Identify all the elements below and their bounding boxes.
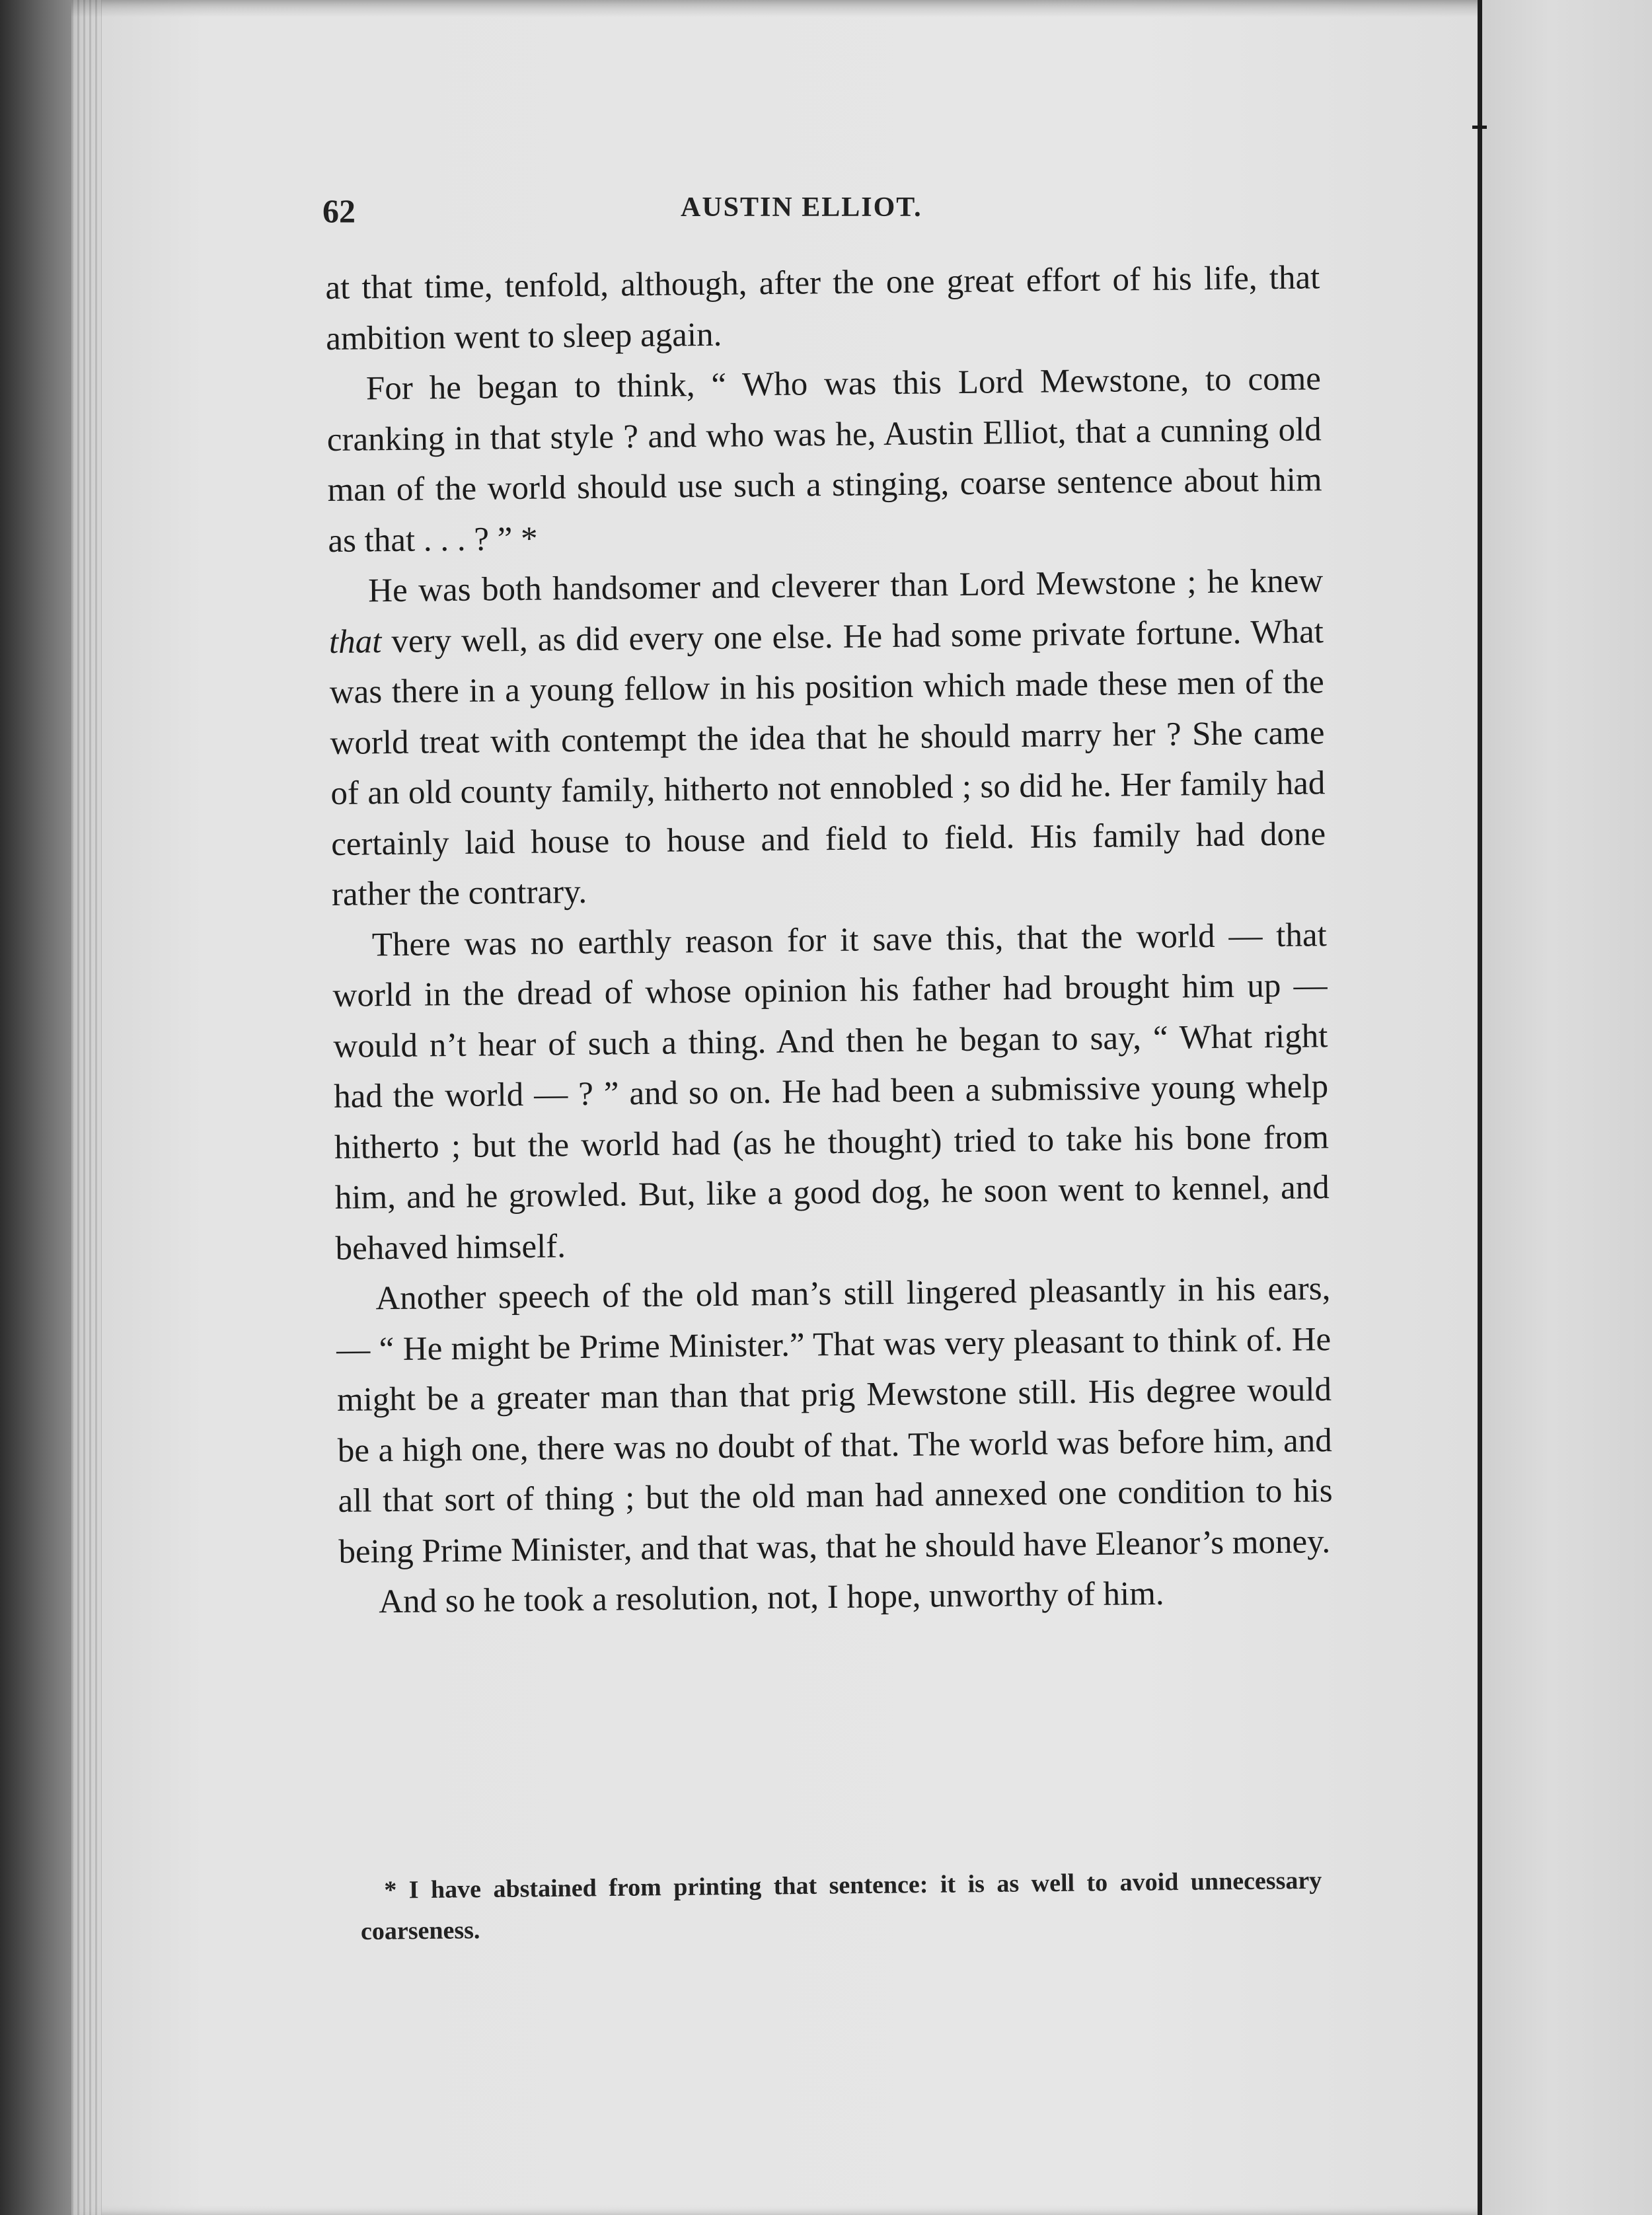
book-gutter (1478, 0, 1482, 2215)
paragraph: There was no earthly reason for it save this, that the world — that world in the dread of whose opinion his father had brought him up — would n’t hear of such a thing. And then he began to say, “ What right had the world — ? ” and so on. He had been a submissive young whelp hitherto ; but the world had (as he thought) tried to take his bone from him, and he growled. But, like a good dog, he soon went to kennel, and behaved himself. (332, 916, 1330, 1267)
scan-mark (1472, 126, 1487, 129)
page-header (0, 188, 1652, 241)
page-number: 62 (322, 192, 356, 229)
running-head: AUSTIN ELLIOT. (681, 192, 922, 223)
paragraph (328, 556, 1327, 920)
paragraph: Another speech of the old man’s still lingered pleasantly in his ears, — “ He might be Prime Minister.” That was very pleasant to think of. He might be a greater man than that prig Mewstone still. His degree would be a high one, there was no doubt of that. The world was before him, and all that sort of thing ; but the old man had annexed one condition to his being Prime Minister, and that was, that he should have Eleanor’s money. (336, 1270, 1333, 1571)
footnote: * I have abstained from printing that sentence: it is as well to avoid unnecessary coarseness. (360, 1866, 1322, 1945)
adjacent-page (1482, 0, 1652, 2215)
top-shadow (71, 0, 1478, 17)
paragraph-text: He was both handsomer and cleverer than Lord Mewstone ; he knew (367, 562, 1324, 610)
scan-left-edge (0, 0, 73, 2215)
paragraph: And so he took a resolution, not, I hope, unworthy of him. (378, 1575, 1164, 1621)
paragraph: For he began to think, “ Who was this Lord Mewstone, to come cranking in that style ? and who was he, Austin Elliot, that a cunning old man of the world should use such a stinging, coarse sentence about him as that . . . ? ” * (326, 360, 1322, 560)
body-text (325, 252, 1334, 1628)
paragraph: at that time, tenfold, although, after the one great effort of his life, that ambition went to sleep again. (325, 259, 1320, 357)
paragraph-text: very well, as did every one else. He had some private fortune. What was there in a young fellow in his position which made these men of the world treat with contempt the idea that he should marry her ? She came of an old county family, hitherto not ennobled ; so did he. Her family had certainly laid house to house and field to field. His family had done rather the contrary. (329, 613, 1326, 913)
italic-word: that (328, 622, 382, 661)
page-stack-edges (71, 0, 102, 2215)
